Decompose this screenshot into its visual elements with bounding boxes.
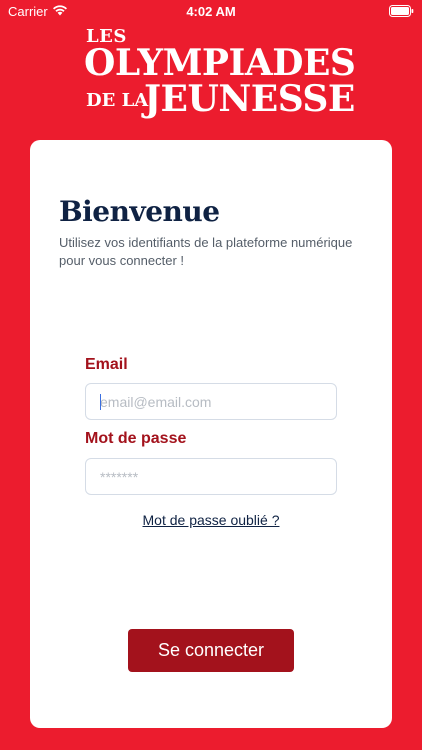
- clock: 4:02 AM: [186, 4, 236, 19]
- logo-line-les: LES: [86, 26, 127, 47]
- page-title: Bienvenue: [59, 195, 220, 228]
- text-caret: [100, 394, 101, 410]
- page-subtitle: Utilisez vos identifiants de la plateforme numérique pour vous connecter !: [59, 235, 353, 268]
- email-label: Email: [85, 356, 128, 373]
- status-bar: [0, 0, 422, 22]
- email-field[interactable]: [85, 383, 337, 420]
- forgot-password-link[interactable]: Mot de passe oublié ?: [142, 512, 280, 528]
- battery-icon: [389, 5, 414, 17]
- carrier-label: Carrier: [8, 4, 48, 19]
- logo-line-jeunesse: JEUNESSE: [144, 78, 355, 120]
- password-label: Mot de passe: [85, 430, 187, 447]
- password-field[interactable]: [85, 458, 337, 495]
- logo-line-olympiades: OLYMPIADES: [84, 42, 356, 84]
- login-card: [30, 140, 392, 728]
- logo-line-de-la: DE LA: [86, 90, 149, 111]
- login-button[interactable]: Se connecter: [128, 629, 294, 672]
- app-logo: [84, 22, 356, 122]
